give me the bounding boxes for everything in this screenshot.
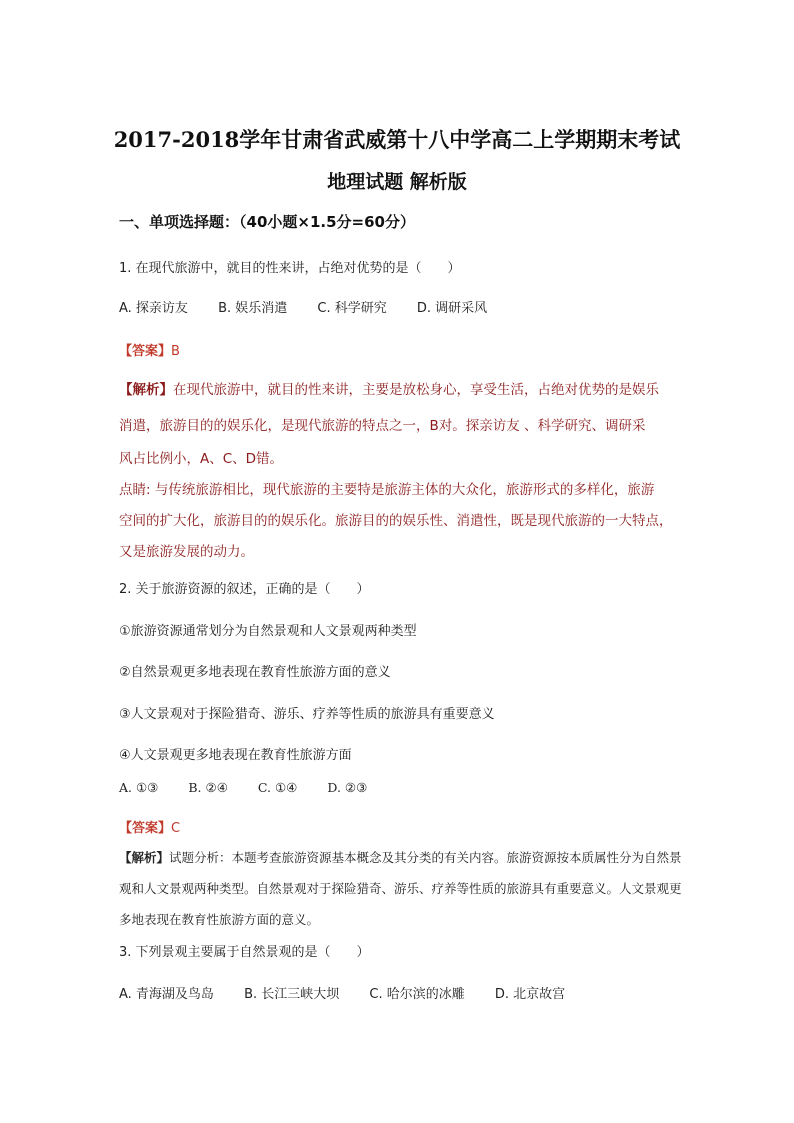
question-1-options: [119, 297, 513, 316]
question-2-stem: 2. 关于旅游资源的叙述，正确的是（ ）: [119, 582, 370, 597]
question-2-statement-2: ②自然景观更多地表现在教育性旅游方面的意义: [119, 665, 391, 680]
option-b: B. 长江三峡大坝: [244, 987, 340, 1002]
question-2-statement-4: ④人文景观更多地表现在教育性旅游方面: [119, 748, 352, 763]
exam-subtitle: 地理试题 解析版: [327, 171, 467, 193]
question-2-statement-3: ③人文景观对于探险猎奇、游乐、疗养等性质的旅游具有重要意义: [119, 707, 495, 722]
question-1-stem: 1. 在现代旅游中，就目的性来讲，占绝对优势的是（ ）: [119, 261, 461, 276]
answer-value: C: [171, 821, 181, 836]
section-heading: 一、单项选择题：（40小题×1.5分=60分）: [119, 213, 415, 231]
question-1-analysis-line-1: [119, 378, 679, 398]
question-2-answer: [119, 817, 180, 836]
option-a: A. 青海湖及鸟岛: [119, 987, 214, 1002]
option-c: C. 哈尔滨的冰雕: [369, 987, 465, 1002]
analysis-tag: 【解析】: [119, 382, 173, 398]
option-b: B. ②④: [188, 780, 228, 795]
question-2-options: [119, 780, 393, 795]
analysis-text: 在现代旅游中，就目的性来讲，主要是放松身心，享受生活，占绝对优势的是娱乐: [173, 382, 659, 398]
option-d: D. 北京故宫: [494, 987, 566, 1002]
question-2-analysis-line-2: 观和人文景观两种类型。自然景观对于探险猎奇、游乐、疗养等性质的旅游具有重要意义。人文景观更: [119, 881, 682, 896]
question-2-statement-1: ①旅游资源通常划分为自然景观和人文景观两种类型: [119, 624, 417, 639]
question-1-tip-line-3: 又是旅游发展的动力。: [119, 544, 254, 560]
analysis-tag: 【解析】: [119, 850, 170, 865]
question-3-stem: 3. 下列景观主要属于自然景观的是（ ）: [119, 945, 370, 960]
question-1-analysis-line-2: 消遣，旅游目的的娱乐化，是现代旅游的特点之一，B对。探亲访友 、科学研究、调研采: [119, 418, 646, 434]
analysis-text: 试题分析：本题考查旅游资源基本概念及其分类的有关内容。旅游资源按本质属性分为自然景: [169, 850, 682, 865]
question-2-analysis-line-1: [119, 848, 682, 866]
question-1-tip-line-1: 点睛: 与传统旅游相比，现代旅游的主要特是旅游主体的大众化，旅游形式的多样化，旅游: [119, 482, 655, 498]
option-d: D. ②③: [327, 780, 368, 795]
option-d: D. 调研采风: [416, 301, 488, 316]
option-c: C. 科学研究: [317, 301, 387, 316]
option-a: A. ①③: [119, 780, 159, 795]
exam-title: 2017-2018学年甘肃省武威第十八中学高二上学期期末考试: [113, 127, 681, 152]
answer-tag: 【答案】: [119, 344, 172, 359]
option-b: B. 娱乐消遣: [218, 301, 288, 316]
question-1-answer: [119, 340, 180, 359]
option-c: C. ①④: [257, 780, 298, 795]
answer-value: B: [171, 344, 180, 359]
question-1-analysis-line-3: 风占比例小，A、C、D错。: [119, 451, 284, 467]
question-1-tip-line-2: 空间的扩大化，旅游目的的娱乐化。旅游目的的娱乐性、消遣性，既是现代旅游的一大特点，: [119, 513, 673, 529]
question-2-analysis-line-3: 多地表现在教育性旅游方面的意义。: [119, 912, 320, 927]
option-a: A. 探亲访友: [119, 301, 188, 316]
question-3-options: [119, 983, 591, 1002]
answer-tag: 【答案】: [119, 821, 172, 836]
